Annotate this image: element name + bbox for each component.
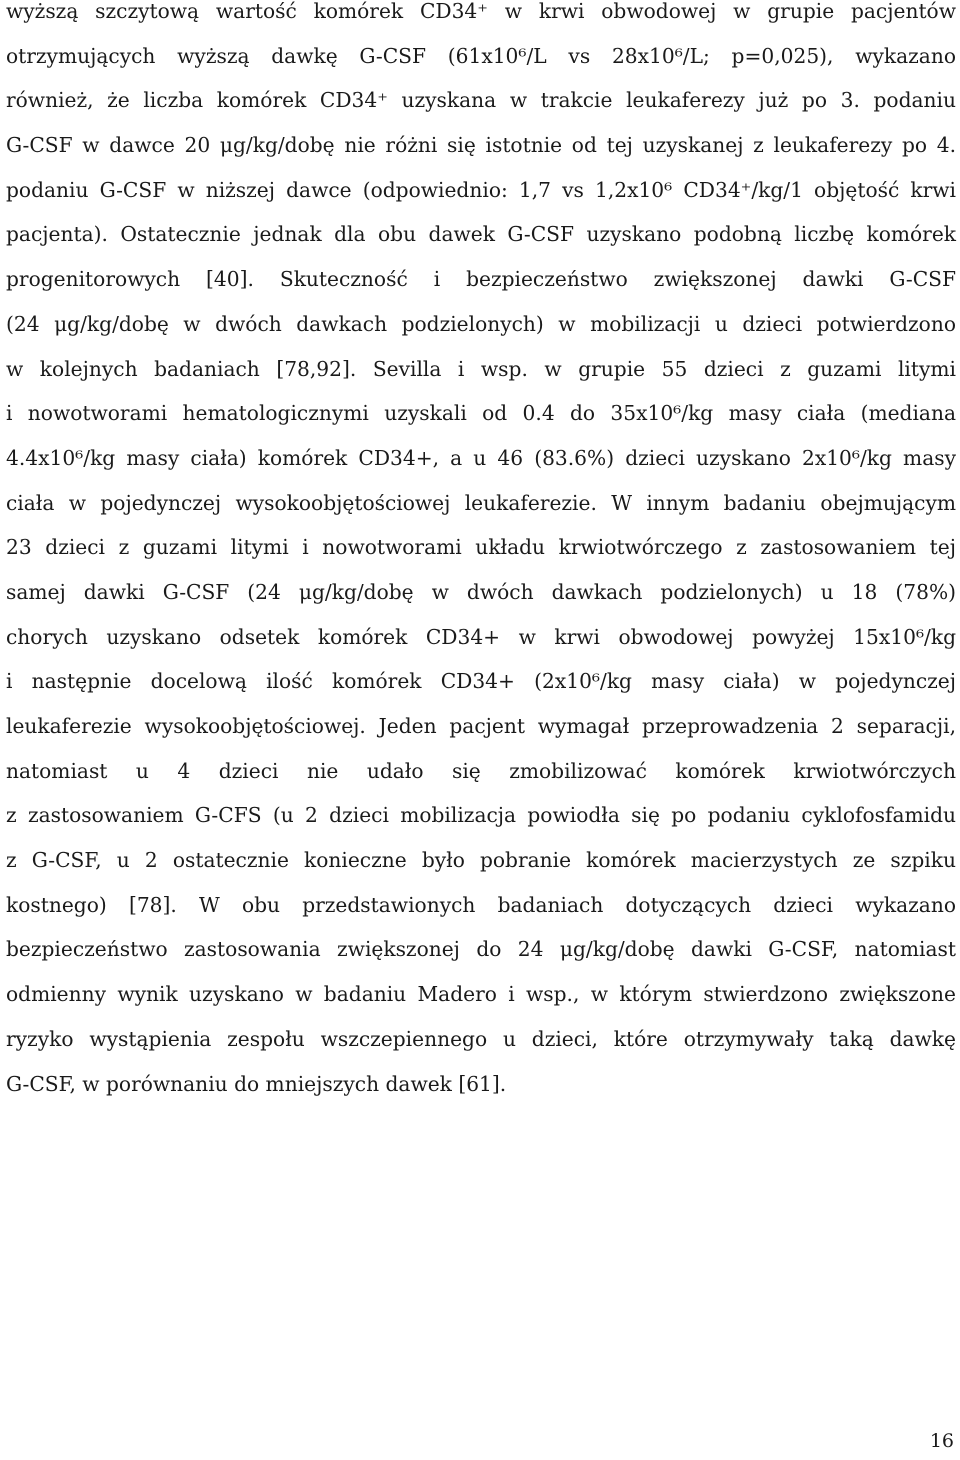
text-line: pacjenta). Ostatecznie jednak dla obu dawek G-CSF uzyskano podobną liczbę komórek: [6, 222, 956, 247]
text-line: otrzymujących wyższą dawkę G-CSF (61x10⁶/L vs 28x10⁶/L; p=0,025), wykazano: [6, 43, 956, 68]
text-line: bezpieczeństwo zastosowania zwiększonej do 24 μg/kg/dobę dawki G-CSF, natomiast: [6, 937, 956, 962]
text-line: z G-CSF, u 2 ostatecznie konieczne było pobranie komórek macierzystych ze szpiku: [6, 848, 956, 873]
text-line: progenitorowych [40]. Skuteczność i bezpieczeństwo zwiększonej dawki G-CSF: [6, 267, 956, 292]
text-line: ryzyko wystąpienia zespołu wszczepiennego u dzieci, które otrzymywały taką dawkę: [6, 1026, 956, 1051]
text-line: ciała w pojedynczej wysokoobjętościowej leukaferezie. W innym badaniu obejmującym: [6, 490, 956, 515]
body-paragraph: [6, 0, 956, 1106]
text-line: z zastosowaniem G-CFS (u 2 dzieci mobilizacja powiodła się po podaniu cyklofosfamidu: [6, 803, 956, 828]
text-line: (24 μg/kg/dobę w dwóch dawkach podzielonych) w mobilizacji u dzieci potwierdzono: [6, 311, 956, 336]
text-line: również, że liczba komórek CD34⁺ uzyskana w trakcie leukaferezy już po 3. podaniu: [6, 88, 956, 113]
text-line: samej dawki G-CSF (24 μg/kg/dobę w dwóch dawkach podzielonych) u 18 (78%): [6, 579, 956, 604]
text-line: G-CSF w dawce 20 μg/kg/dobę nie różni się istotnie od tej uzyskanej z leukaferezy po 4.: [6, 133, 956, 158]
text-line: chorych uzyskano odsetek komórek CD34+ w krwi obwodowej powyżej 15x10⁶/kg: [6, 624, 956, 649]
text-line: G-CSF, w porównaniu do mniejszych dawek [61].: [6, 1071, 507, 1096]
text-line: w kolejnych badaniach [78,92]. Sevilla i wsp. w grupie 55 dzieci z guzami litymi: [6, 356, 956, 381]
text-line: leukaferezie wysokoobjętościowej. Jeden pacjent wymagał przeprowadzenia 2 separacji,: [6, 714, 956, 738]
text-line: podaniu G-CSF w niższej dawce (odpowiednio: 1,7 vs 1,2x10⁶ CD34⁺/kg/1 objętość krwi: [6, 177, 956, 202]
text-line: i następnie docelową ilość komórek CD34+ (2x10⁶/kg masy ciała) w pojedynczej: [6, 669, 956, 694]
text-line: wyższą szczytową wartość komórek CD34⁺ w krwi obwodowej w grupie pacjentów: [6, 0, 956, 23]
text-line: odmienny wynik uzyskano w badaniu Madero i wsp., w którym stwierdzono zwiększone: [6, 982, 956, 1007]
text-line: 23 dzieci z guzami litymi i nowotworami układu krwiotwórczego z zastosowaniem tej: [6, 535, 956, 560]
page-number: 16: [929, 1430, 954, 1452]
text-line: 4.4x10⁶/kg masy ciała) komórek CD34+, a u 46 (83.6%) dzieci uzyskano 2x10⁶/kg masy: [6, 445, 956, 470]
text-line: natomiast u 4 dzieci nie udało się zmobilizować komórek krwiotwórczych: [6, 758, 956, 783]
text-line: kostnego) [78]. W obu przedstawionych badaniach dotyczących dzieci wykazano: [6, 892, 956, 917]
text-line: i nowotworami hematologicznymi uzyskali od 0.4 do 35x10⁶/kg masy ciała (mediana: [6, 401, 956, 426]
